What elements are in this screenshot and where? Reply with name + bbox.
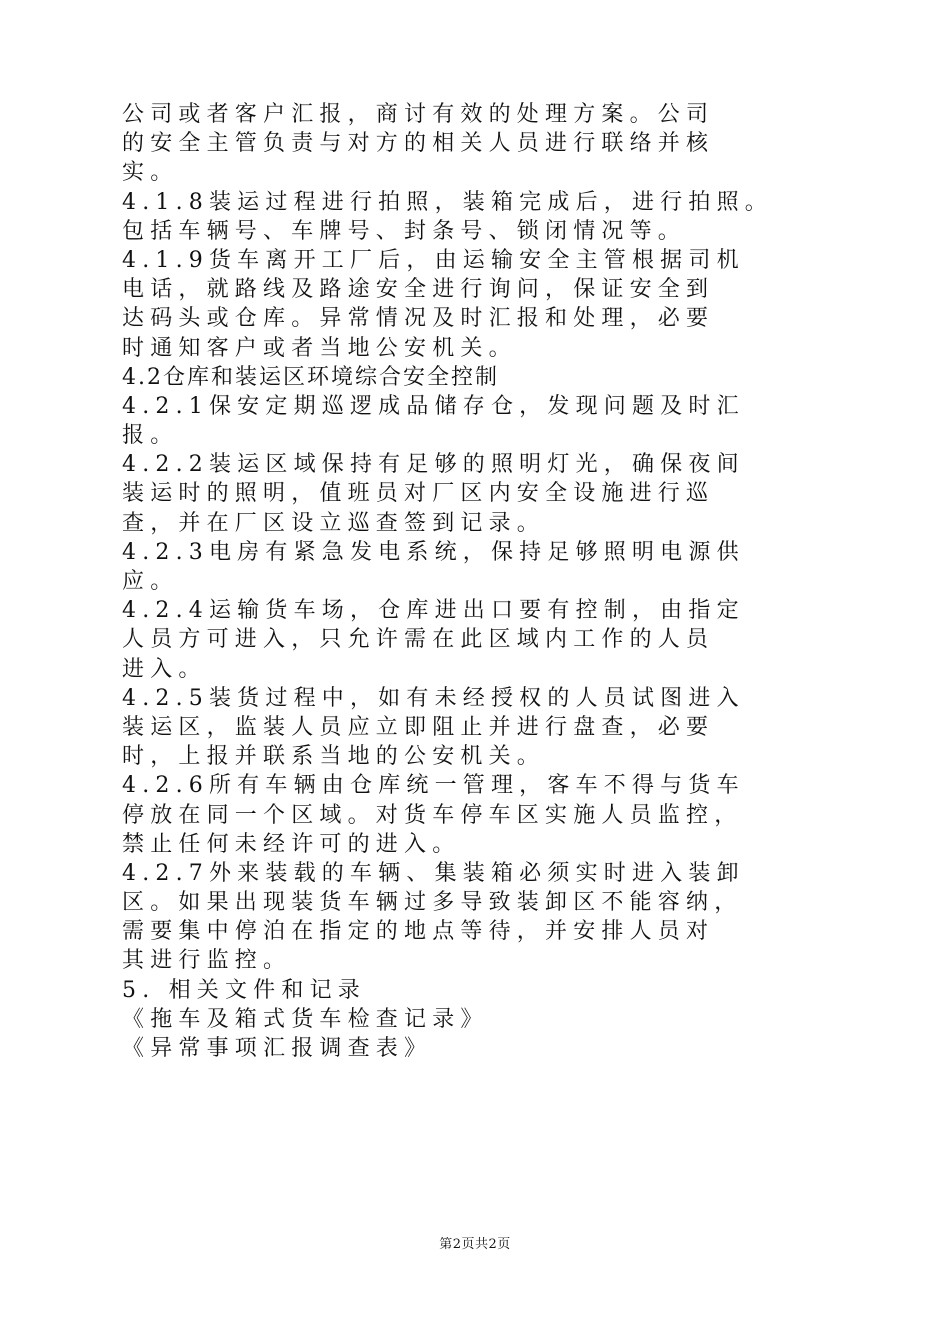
section-heading: 4.2仓库和装运区环境综合安全控制	[122, 364, 499, 390]
text-line: 装运时的照明，值班员对厂区内安全设施进行巡	[122, 481, 715, 507]
text-line: 停放在同一个区域。对货车停车区实施人员监控，	[122, 802, 743, 828]
text-line: 报。	[122, 423, 179, 449]
text-line: 4.2.4运输货车场，仓库进出口要有控制，由指定	[122, 598, 745, 624]
document-body	[122, 100, 842, 1063]
text-line: 装运区，监装人员应立即阻止并进行盘查，必要	[122, 714, 715, 740]
text-line: 4.2.2装运区域保持有足够的照明灯光，确保夜间	[122, 452, 745, 478]
text-line: 包括车辆号、车牌号、封条号、锁闭情况等。	[122, 218, 687, 244]
text-line: 电话，就路线及路途安全进行询问，保证安全到	[122, 277, 715, 303]
text-line: 4.2.7外来装载的车辆、集装箱必须实时进入装卸	[122, 860, 745, 886]
text-line: 时，上报并联系当地的公安机关。	[122, 744, 546, 770]
text-line: 查，并在厂区设立巡查签到记录。	[122, 510, 546, 536]
text-line: 应。	[122, 569, 179, 594]
text-line: 区。如果出现装货车辆过多导致装卸区不能容纳，	[122, 890, 743, 916]
record-title: 《拖车及箱式货车检查记录》	[122, 1006, 489, 1032]
text-line: 时通知客户或者当地公安机关。	[122, 335, 517, 361]
text-line: 其进行监控。	[122, 948, 292, 974]
text-line: 4.1.9货车离开工厂后，由运输安全主管根据司机	[122, 247, 745, 273]
text-line: 4.2.1保安定期巡逻成品储存仓，发现问题及时汇	[122, 393, 745, 419]
section-heading: 5. 相关文件和记录	[122, 977, 366, 1003]
text-line: 4.2.6所有车辆由仓库统一管理，客车不得与货车	[122, 773, 745, 799]
text-line: 4.2.3电房有紧急发电系统，保持足够照明电源供	[122, 539, 745, 565]
text-line: 的安全主管负责与对方的相关人员进行联络并核	[122, 131, 715, 157]
text-line: 公司或者客户汇报，商讨有效的处理方案。公司	[122, 102, 715, 127]
text-line: 人员方可进入，只允许需在此区域内工作的人员	[122, 627, 715, 653]
text-line: 禁止任何未经许可的进入。	[122, 831, 461, 857]
text-line: 需要集中停泊在指定的地点等待，并安排人员对	[122, 919, 715, 945]
text-line: 达码头或仓库。异常情况及时汇报和处理，必要	[122, 306, 715, 332]
text-line: 4.2.5装货过程中，如有未经授权的人员试图进入	[122, 685, 745, 711]
text-line: 4.1.8装运过程进行拍照，装箱完成后，进行拍照。	[122, 189, 773, 215]
record-title: 《异常事项汇报调查表》	[122, 1036, 433, 1061]
page-number: 第2页共2页	[439, 1237, 511, 1252]
text-line: 实。	[122, 160, 179, 186]
text-line: 进入。	[122, 656, 207, 682]
